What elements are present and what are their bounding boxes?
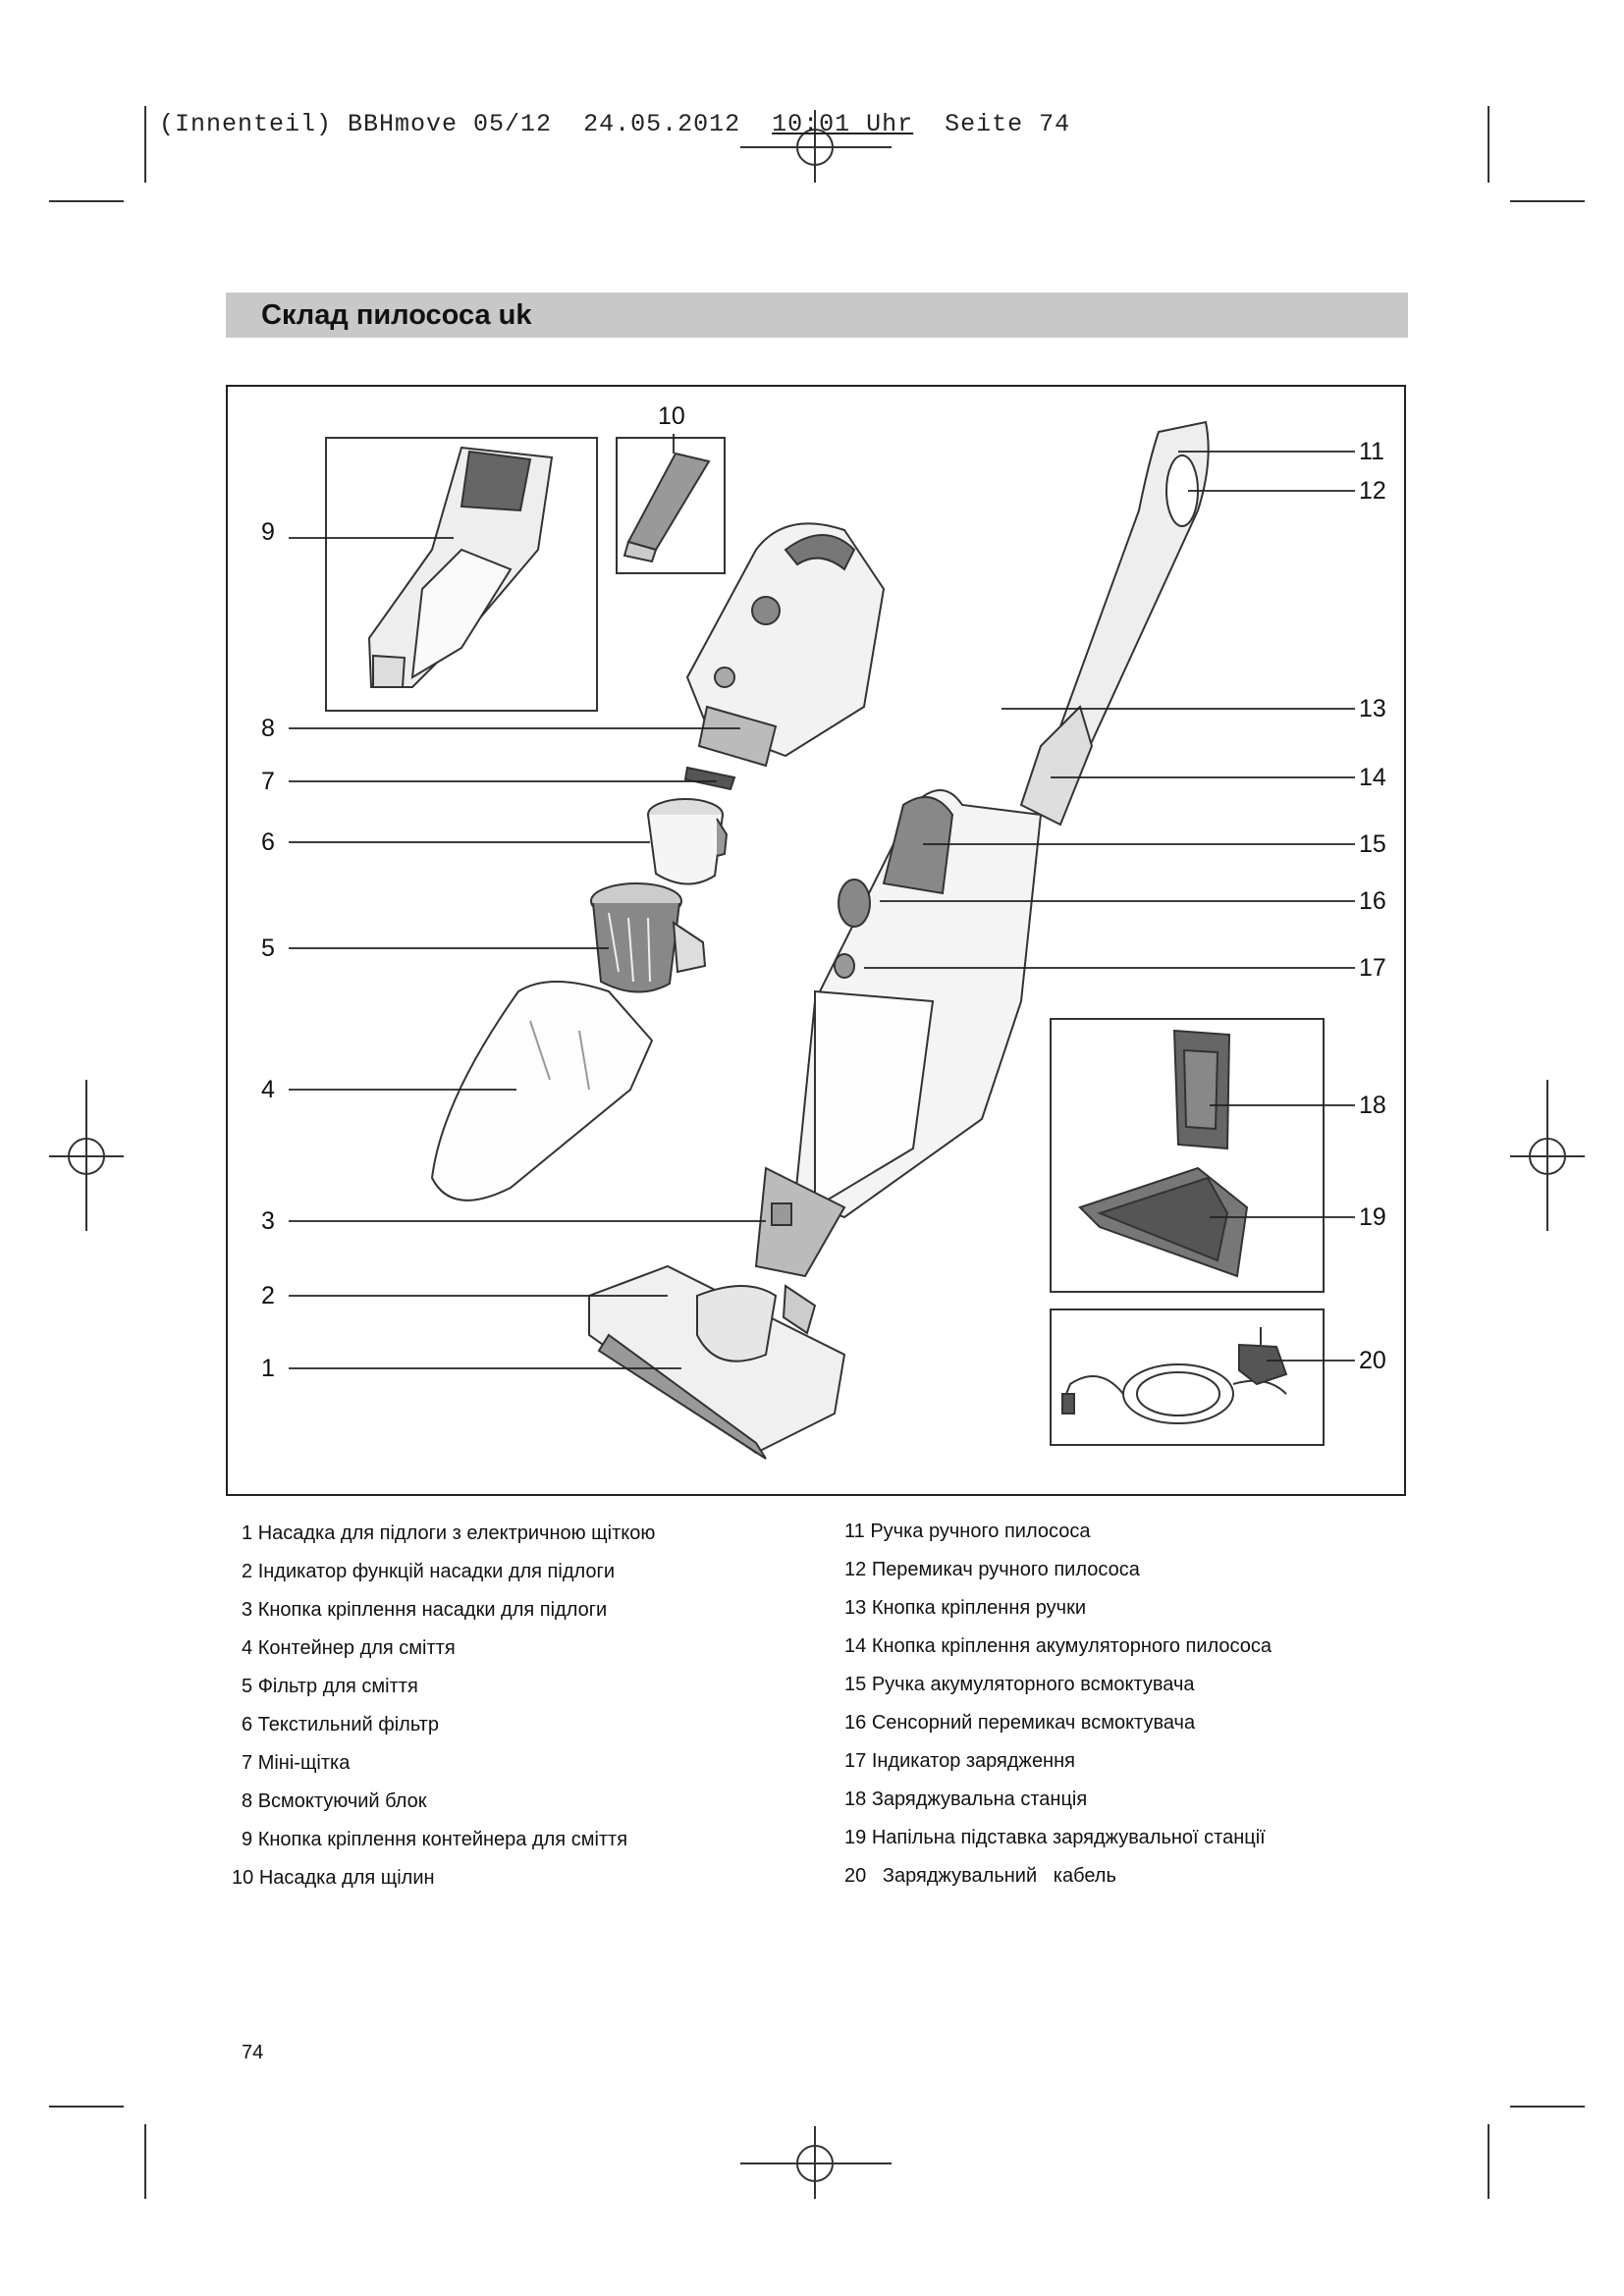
- legend-text: Всмоктуючий блок: [257, 1790, 427, 1812]
- legend-text: Текстильний фільтр: [257, 1714, 439, 1735]
- legend-text: Ручка акумуляторного всмоктувача: [871, 1674, 1195, 1695]
- callout-13: 13: [1359, 695, 1386, 722]
- legend-text: Кнопка кріплення акумуляторного пилососа: [871, 1635, 1272, 1657]
- callout-8: 8: [261, 715, 275, 742]
- legend-item: [844, 1598, 1086, 1618]
- legend-item: [844, 1636, 1272, 1656]
- legend-num: 6: [242, 1714, 253, 1735]
- legend-item: [844, 1789, 1087, 1809]
- legend-text: Кнопка кріплення насадки для підлоги: [257, 1599, 608, 1621]
- legend-text: Контейнер для сміття: [257, 1637, 456, 1659]
- legend-num: 7: [242, 1752, 253, 1774]
- legend-text: Ручка ручного пилососа: [870, 1521, 1091, 1542]
- legend-text: Перемикач ручного пилососа: [871, 1559, 1140, 1580]
- suction-unit-drawing: [687, 523, 884, 766]
- legend-item: [242, 1562, 615, 1581]
- legend-num: 19: [844, 1827, 867, 1848]
- legend-num: 9: [242, 1829, 253, 1850]
- legend-item: [242, 1677, 418, 1696]
- legend-item: [242, 1791, 426, 1811]
- callout-20: 20: [1359, 1347, 1386, 1374]
- legend-num: 4: [242, 1637, 253, 1659]
- legend-item: [242, 1523, 655, 1543]
- legend-item: [844, 1866, 1116, 1886]
- callout-5: 5: [261, 934, 275, 962]
- legend-text: Міні-щітка: [257, 1752, 351, 1774]
- legend-text: Фільтр для сміття: [257, 1676, 418, 1697]
- page-number: 74: [242, 2042, 264, 2063]
- legend-num: 2: [242, 1561, 253, 1582]
- callout-17: 17: [1359, 954, 1386, 982]
- legend-item: [242, 1715, 439, 1735]
- print-slug-suffix: Seite 74: [913, 110, 1071, 138]
- legend-text: Заряджувальний кабель: [882, 1865, 1116, 1887]
- legend-item: [242, 1638, 456, 1658]
- legend-text: Сенсорний перемикач всмоктувача: [871, 1712, 1196, 1734]
- legend-num: 3: [242, 1599, 253, 1621]
- legend-text: Заряджувальна станція: [871, 1789, 1088, 1810]
- callout-10: 10: [658, 402, 685, 430]
- legend-text: Насадка для підлоги з електричною щіткою: [257, 1522, 656, 1544]
- callout-4: 4: [261, 1076, 275, 1103]
- legend-num: 10: [232, 1867, 254, 1889]
- callout-7: 7: [261, 768, 275, 795]
- charging-cable-drawing: [1062, 1327, 1286, 1423]
- callout-18: 18: [1359, 1092, 1386, 1119]
- legend-num: 17: [844, 1750, 867, 1772]
- print-slug-time: 10:01 Uhr: [772, 110, 914, 138]
- legend-item: [844, 1828, 1266, 1847]
- legend-text: Кнопка кріплення контейнера для сміття: [257, 1829, 628, 1850]
- callout-19: 19: [1359, 1203, 1386, 1231]
- legend-item: [844, 1713, 1195, 1733]
- legend-num: 14: [844, 1635, 867, 1657]
- legend-num: 11: [844, 1521, 865, 1542]
- handheld-unit-drawing: [369, 448, 552, 687]
- legend-item: [242, 1830, 627, 1849]
- legend-num: 1: [242, 1522, 253, 1544]
- section-title: Склад пилососа uk: [261, 299, 532, 331]
- callout-2: 2: [261, 1282, 275, 1309]
- legend-text: Напільна підставка заряджувальної станції: [871, 1827, 1266, 1848]
- callout-15: 15: [1359, 830, 1386, 858]
- callout-9: 9: [261, 518, 275, 546]
- legend-num: 12: [844, 1559, 867, 1580]
- callout-11: 11: [1359, 438, 1384, 465]
- charging-station-drawing: [1080, 1031, 1247, 1276]
- callout-12: 12: [1359, 477, 1386, 505]
- legend-text: Насадка для щілин: [258, 1867, 435, 1889]
- mini-brush-drawing: [685, 768, 734, 789]
- legend-item: [844, 1522, 1090, 1541]
- legend-item: [242, 1753, 350, 1773]
- legend-text: Індикатор функцій насадки для підлоги: [257, 1561, 615, 1582]
- legend-item: [844, 1751, 1075, 1771]
- legend-item: [844, 1675, 1195, 1694]
- callout-1: 1: [261, 1355, 275, 1382]
- dust-container-drawing: [432, 982, 652, 1201]
- legend-num: 13: [844, 1597, 867, 1619]
- legend-item: [844, 1560, 1140, 1579]
- dust-filter-drawing: [591, 883, 705, 992]
- callout-6: 6: [261, 828, 275, 856]
- legend-num: 20: [844, 1865, 867, 1887]
- legend-text: Кнопка кріплення ручки: [871, 1597, 1086, 1619]
- legend-item: [242, 1600, 607, 1620]
- legend-num: 15: [844, 1674, 867, 1695]
- legend-item: [232, 1868, 435, 1888]
- callout-14: 14: [1359, 764, 1386, 791]
- legend-num: 5: [242, 1676, 253, 1697]
- print-slug-prefix: (Innenteil) BBHmove 05/12 24.05.2012: [159, 110, 773, 138]
- legend-num: 16: [844, 1712, 867, 1734]
- legend-num: 8: [242, 1790, 253, 1812]
- crevice-nozzle-drawing: [624, 454, 709, 561]
- textile-filter-drawing: [648, 799, 727, 884]
- legend-text: Індикатор зарядження: [871, 1750, 1075, 1772]
- callout-16: 16: [1359, 887, 1386, 915]
- legend-num: 18: [844, 1789, 867, 1810]
- callout-3: 3: [261, 1207, 275, 1235]
